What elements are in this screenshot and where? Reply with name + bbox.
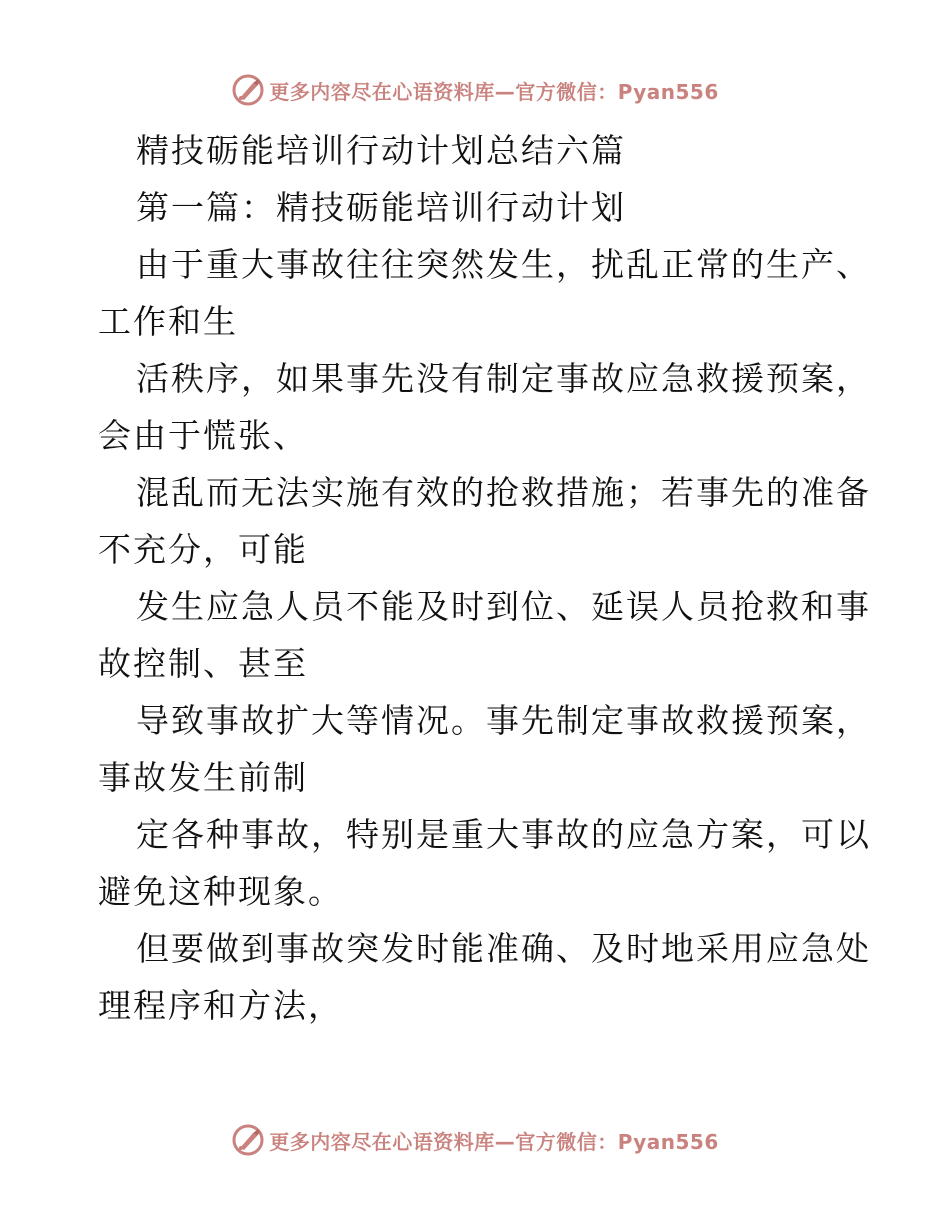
- paragraph-line: 不充分，可能: [98, 530, 308, 569]
- section-heading: 第一篇：精技砺能培训行动计划: [136, 188, 626, 227]
- paragraph-line: 定各种事故，特别是重大事故的应急方案，可以: [136, 815, 871, 854]
- quill-pen-logo-icon: [231, 1123, 265, 1157]
- paragraph-line: 会由于慌张、: [98, 416, 308, 455]
- paragraph-line: 发生应急人员不能及时到位、延误人员抢救和事: [136, 587, 871, 626]
- document-title: 精技砺能培训行动计划总结六篇: [136, 131, 626, 170]
- paragraph-line: 理程序和方法，: [98, 986, 343, 1025]
- paragraph-line: 但要做到事故突发时能准确、及时地采用应急处: [136, 929, 871, 968]
- paragraph-line: 导致事故扩大等情况。事先制定事故救援预案，: [136, 701, 871, 740]
- paragraph-line: 工作和生: [98, 302, 238, 341]
- paragraph-line: 事故发生前制: [98, 758, 308, 797]
- paragraph-line: 由于重大事故往往突然发生，扰乱正常的生产、: [136, 245, 871, 284]
- paragraph-line: 避免这种现象。: [98, 872, 343, 911]
- quill-pen-logo-icon: [231, 73, 265, 107]
- paragraph-line: 活秩序，如果事先没有制定事故应急救援预案，: [136, 359, 871, 398]
- paragraph-line: 故控制、甚至: [98, 644, 308, 683]
- header-banner-text: 更多内容尽在心语资料库—官方微信：Pyan556: [269, 79, 719, 104]
- document-body: [98, 122, 871, 1034]
- header-banner: [0, 70, 950, 110]
- footer-banner: [0, 1120, 950, 1160]
- footer-banner-text: 更多内容尽在心语资料库—官方微信：Pyan556: [269, 1129, 719, 1154]
- paragraph-line: 混乱而无法实施有效的抢救措施；若事先的准备: [136, 473, 871, 512]
